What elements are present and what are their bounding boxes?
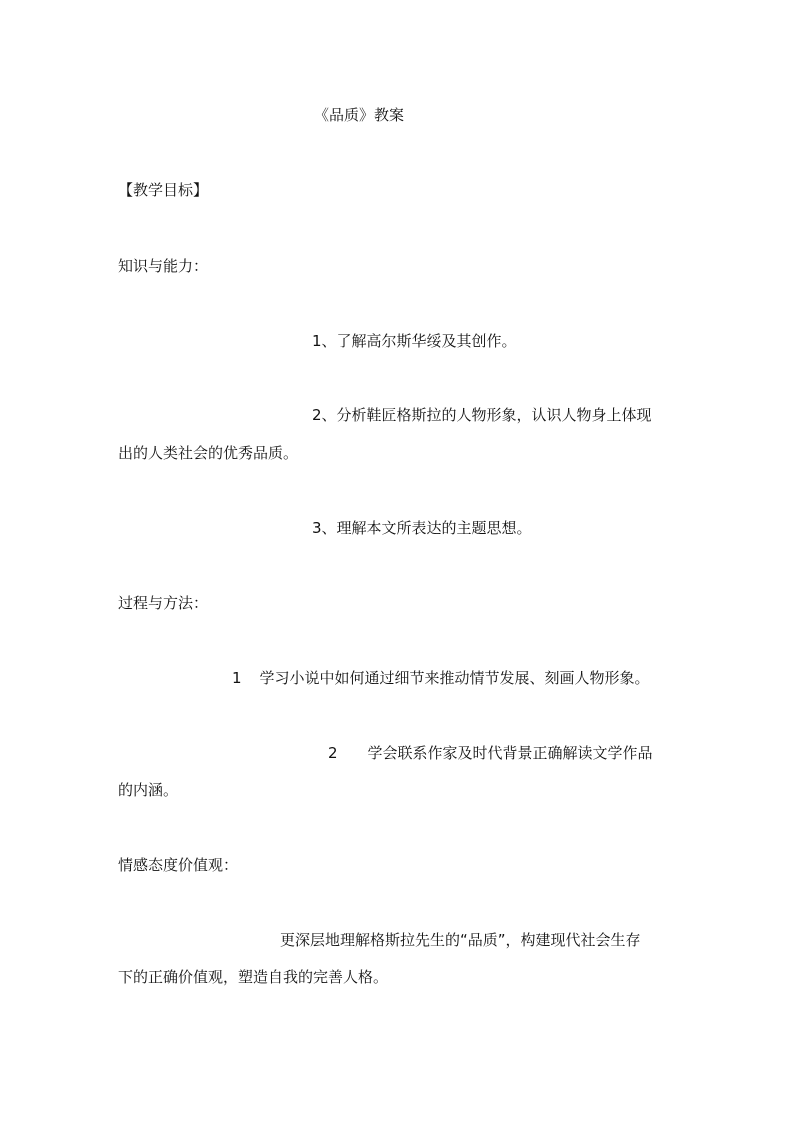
knowledge-item-2-continued: 出的人类社会的优秀品质。 [118, 444, 299, 462]
goals-heading: 【教学目标】 [118, 181, 209, 199]
process-item-2-continued: 的内涵。 [118, 781, 179, 799]
emotion-text-line-1: 更深层地理解格斯拉先生的“品质”，构建现代社会生存 [280, 931, 641, 949]
document-title: 《品质》教案 [314, 106, 405, 124]
knowledge-item-2: 2、分析鞋匠格斯拉的人物形象，认识人物身上体现 [312, 406, 652, 424]
process-item-2-number: 2 [328, 744, 338, 762]
process-item-2 [328, 743, 653, 763]
knowledge-item-1: 1、了解高尔斯华绥及其创作。 [312, 332, 517, 350]
process-item-1-number: 1 [232, 669, 242, 687]
emotion-heading: 情感态度价值观： [118, 856, 239, 874]
knowledge-item-3: 3、理解本文所表达的主题思想。 [312, 519, 532, 537]
knowledge-heading: 知识与能力： [118, 257, 209, 275]
emotion-text-line-2: 下的正确价值观，塑造自我的完善人格。 [118, 968, 389, 986]
process-heading: 过程与方法： [118, 594, 209, 612]
process-item-1 [232, 668, 650, 688]
process-item-1-text: 学习小说中如何通过细节来推动情节发展、刻画人物形象。 [259, 669, 650, 687]
process-item-2-text: 学会联系作家及时代背景正确解读文学作品 [367, 744, 653, 762]
